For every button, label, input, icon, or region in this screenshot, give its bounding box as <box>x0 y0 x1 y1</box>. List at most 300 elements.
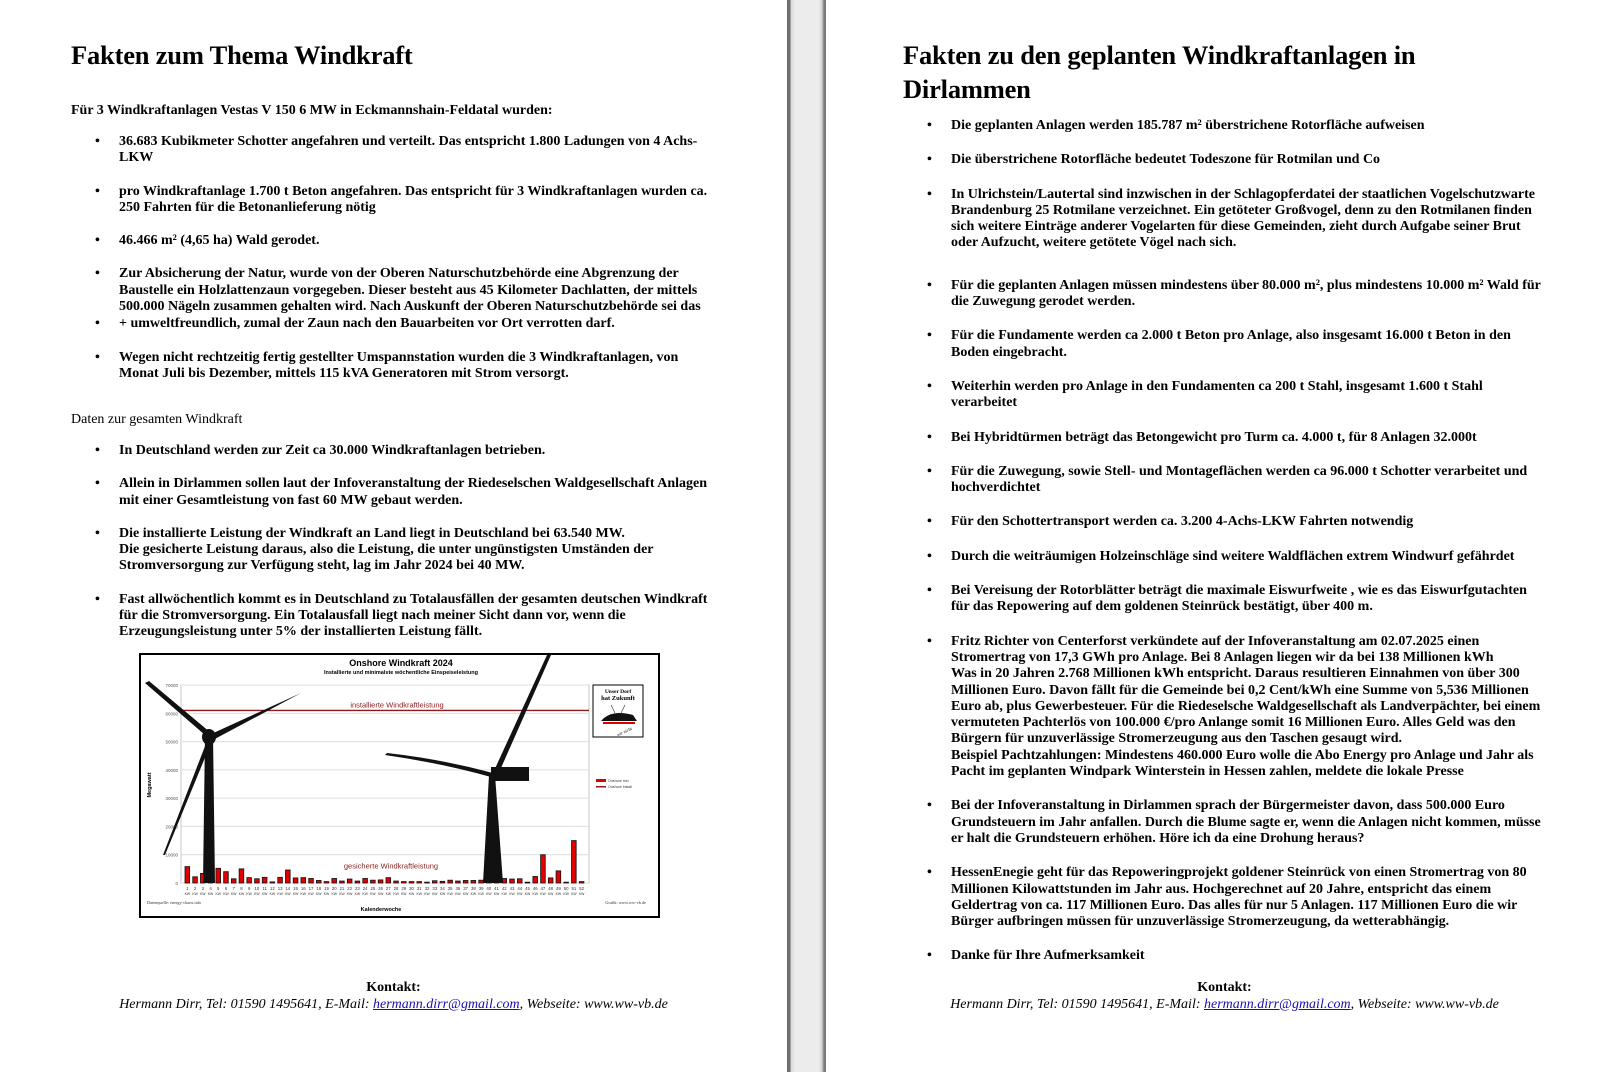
list-item-line: vermuteten Pachterlös von 100.000 €/pro Anlange somit 16 Millionen Euro. Alles Geld was den <box>951 715 1516 731</box>
title-line: Dirlammen <box>903 74 1031 104</box>
contact-info <box>0 997 787 1014</box>
x-tick-label: 45 <box>525 886 530 891</box>
x-tick-suffix: KW <box>478 892 484 896</box>
y-tick-label: 50000 <box>165 739 178 745</box>
bar <box>270 882 275 883</box>
x-tick-label: 2 <box>193 886 197 891</box>
bullet-icon: • <box>927 633 932 649</box>
bar <box>185 867 190 883</box>
bar <box>247 878 252 883</box>
list-item <box>71 184 751 217</box>
x-tick-label: 21 <box>339 886 345 891</box>
x-tick-suffix: KW <box>346 892 353 896</box>
list-item-line: Grundsteuern im Jahr anfallen. Durch die Blume sagte er, wenn die Anlagen nicht kommen, müsse <box>951 814 1541 830</box>
bullet-icon: • <box>927 865 932 881</box>
y-axis-label: Megawatt <box>147 772 153 798</box>
x-tick-suffix: KW <box>261 892 268 896</box>
x-tick-suffix: KW <box>486 892 492 896</box>
bar <box>239 869 244 883</box>
bar <box>479 880 484 883</box>
contact-suffix: , Webseite: www.ww-vb.de <box>519 996 668 1012</box>
list-item-line: Bürgern für unzuverlässige Stromerzeugung aus den Taschen gesaugt wird. <box>951 731 1403 747</box>
chart-svg <box>141 655 657 915</box>
x-tick-label: 30 <box>409 886 414 891</box>
data-source: Datenquelle: energy-charts.info <box>147 900 202 905</box>
email-link[interactable]: hermann.dirr@gmail.com <box>1204 996 1351 1012</box>
x-tick-label: 5 <box>217 886 220 891</box>
bar <box>572 841 577 883</box>
bullet-icon: • <box>95 476 100 492</box>
bullet-icon: • <box>927 548 932 564</box>
x-tick-suffix: KW <box>316 892 322 896</box>
x-tick-suffix: KW <box>439 892 446 896</box>
bullet-list-dirlammen <box>903 118 1603 965</box>
x-tick-suffix: KW <box>323 892 330 896</box>
bar <box>425 882 430 883</box>
list-item <box>903 152 1603 168</box>
bar <box>517 879 522 883</box>
list-item-line: Stromertrag von 17,3 GWh pro Anlage. Bei 8 Anlagen liegen wir da bei 138 Millionen kWh <box>951 649 1494 665</box>
x-tick-suffix: KW <box>571 892 577 896</box>
list-item <box>903 634 1603 781</box>
list-item <box>71 233 751 249</box>
bullet-icon: • <box>927 798 932 814</box>
x-tick-suffix: KW <box>192 892 198 896</box>
contact-block-left <box>0 980 787 1013</box>
y-tick-label: 70000 <box>165 683 178 688</box>
list-item <box>903 948 1603 964</box>
x-tick-label: 10 <box>254 886 260 891</box>
x-tick-suffix: KW <box>563 892 569 896</box>
list-item <box>903 514 1603 530</box>
bullet-icon: • <box>927 152 932 168</box>
list-item-line: Bei Hybridtürmen beträgt das Betongewicht pro Turm ca. 4.000 t, für 8 Anlagen 32.000t <box>951 429 1477 445</box>
bar <box>556 871 561 883</box>
list-item <box>71 526 751 575</box>
list-item-line: Bürger aufbringen müssen für unzuverlässige Stromerzeugung, da wetterabhängig. <box>951 914 1450 930</box>
bar <box>525 882 530 883</box>
x-tick-label: 51 <box>571 886 577 891</box>
list-item-line: Geldertrag von ca. 117 Millionen Euro. Das alles für nur 5 Anlagen. 117 Millionen Euro die wir <box>951 897 1518 913</box>
x-tick-label: 46 <box>532 886 538 891</box>
list-item-line: Die geplanten Anlagen werden 185.787 m² überstrichene Rotorfläche aufweisen <box>951 118 1425 133</box>
list-item-line: Stromversorgung zur Verfügung steht, lag im Jahr 2024 bei 40 MW. <box>119 558 525 574</box>
x-tick-label: 13 <box>277 886 283 891</box>
bullet-icon: • <box>95 233 100 249</box>
x-tick-suffix: KW <box>555 892 562 896</box>
x-tick-suffix: KW <box>524 892 531 896</box>
x-tick-label: 18 <box>316 886 322 891</box>
x-tick-suffix: KW <box>470 892 477 896</box>
contact-block-right <box>826 980 1623 1013</box>
contact-prefix: Hermann Dirr, Tel: 01590 1495641, E-Mail: <box>119 996 373 1012</box>
bar <box>355 881 360 883</box>
page-title-right <box>903 38 1415 106</box>
list-item <box>71 592 751 641</box>
list-item-line: 500.000 Nägeln zusammen gehalten wird. Nach Auskunft der Oberen Naturschutzbehörde sei das <box>119 299 701 315</box>
x-tick-label: 29 <box>401 886 407 891</box>
x-tick-suffix: KW <box>377 892 384 896</box>
list-item-line: In Deutschland werden zur Zeit ca 30.000 Windkraftanlagen betrieben. <box>119 443 546 458</box>
list-item-line: LKW <box>119 150 154 166</box>
bar <box>394 881 399 883</box>
list-item-line: Bei der Infoveranstaltung in Dirlammen sprach der Bürgermeister davon, dass 500.000 Euro <box>951 798 1505 814</box>
y-tick-label: 40000 <box>165 767 178 773</box>
bar <box>409 882 414 883</box>
bullet-icon: • <box>927 378 932 394</box>
logo-text: Unser Dorf <box>604 689 632 695</box>
x-tick-label: 40 <box>486 886 492 891</box>
bar <box>286 870 291 883</box>
list-item-line: sich weitere Einträge anderer Vogelarten für diese Gemeinden, zieht durch Aufgabe seiner Brut <box>951 219 1521 235</box>
bullet-list-facts <box>71 134 751 399</box>
chart-title: Onshore Windkraft 2024 <box>349 658 453 668</box>
list-item-line: Für den Schottertransport werden ca. 3.200 4-Achs-LKW Fahrten notwendig <box>951 514 1414 530</box>
bar <box>533 876 538 883</box>
contact-prefix: Hermann Dirr, Tel: 01590 1495641, E-Mail: <box>950 996 1204 1012</box>
list-item-line: oder Aufzucht, weitere getötete Vögel nach sich. <box>951 235 1237 251</box>
bullet-icon: • <box>95 591 100 607</box>
x-tick-label: 34 <box>440 886 445 891</box>
bar <box>378 880 383 883</box>
bar <box>316 880 321 883</box>
bullet-icon: • <box>95 134 100 149</box>
x-tick-label: 24 <box>362 886 368 891</box>
list-item-line: Monat Juli bis Dezember, mittels 115 kVA Generatoren mit Strom versorgt. <box>119 365 569 381</box>
bar <box>440 881 445 883</box>
x-tick-suffix: KW <box>447 892 453 896</box>
x-tick-label: 8 <box>240 886 243 891</box>
x-tick-label: 37 <box>463 886 469 891</box>
x-tick-label: 9 <box>247 886 251 891</box>
x-tick-label: 43 <box>509 886 515 891</box>
bar <box>432 881 437 883</box>
x-tick-suffix: KW <box>269 892 276 896</box>
bar <box>548 878 553 883</box>
bar <box>510 879 515 883</box>
list-item-line: hochverdichtet <box>951 480 1041 496</box>
plot-area <box>181 685 589 883</box>
x-tick-label: 44 <box>517 886 523 891</box>
x-tick-suffix: KW <box>238 892 245 896</box>
contact-info <box>826 997 1623 1014</box>
bar <box>278 877 283 883</box>
list-item-line: Wegen nicht rechtzeitig fertig gestellter Umspannstation wurden die 3 Windkraftanlagen, von <box>119 349 679 365</box>
list-item <box>903 583 1603 616</box>
list-item-line: Millionen Kilowattstunden im Jahr aus. Hochgerechnet auf 20 Jahre, entspricht das einem <box>951 881 1492 897</box>
x-tick-label: 41 <box>494 886 499 891</box>
annotation-secured: gesicherte Windkraftleistung <box>343 861 439 871</box>
x-tick-suffix: KW <box>354 892 361 896</box>
y-tick-label: 30000 <box>165 796 178 802</box>
y-tick-label: 20000 <box>165 824 178 830</box>
bullet-icon: • <box>95 443 100 458</box>
x-tick-suffix: KW <box>517 892 523 896</box>
list-item <box>903 798 1603 847</box>
list-item-line: Euro ab, plus Gewerbesteuer. Für die Riedeselsche Waldgesellschaft als Landverpächter, bei einem <box>951 698 1541 714</box>
list-item-line: mit einer Gesamtleistung von fast 60 MW gebaut werden. <box>119 492 463 508</box>
bullet-icon: • <box>927 429 932 445</box>
x-tick-label: 50 <box>563 886 569 891</box>
list-item-line: Für die Fundamente werden ca 2.000 t Beton pro Anlage, also insgesamt 16.000 t Beton in den <box>951 328 1511 344</box>
list-item-line: Allein in Dirlammen sollen laut der Infoveranstaltung der Riedeselschen Waldgesellschaft Anlagen <box>119 476 708 492</box>
page-title-left: Fakten zum Thema Windkraft <box>71 40 413 70</box>
list-item-line: Fast allwöchentlich kommt es in Deutschland zu Totalausfällen der gesamten deutschen Windkraft <box>119 591 708 607</box>
x-tick-label: 26 <box>378 886 383 891</box>
list-item <box>903 464 1603 497</box>
page-left <box>0 0 787 1072</box>
x-tick-suffix: KW <box>207 892 214 896</box>
list-item-line: HessenEnegie geht für das Repoweringprojekt goldener Steinrück von einen Stromertrag von 80 <box>951 865 1527 881</box>
list-item-line: Erzeugungsleistung unter 5% der installierten Leistung fällt. <box>119 624 483 640</box>
x-tick-label: 32 <box>424 886 430 891</box>
x-tick-suffix: KW <box>532 892 538 896</box>
list-item-line: Millionen Euro. Davon fällt für die Gemeinde bei 0,2 Cent/kWh eine Summe von 5,536 Millionen <box>951 682 1529 698</box>
x-tick-label: 31 <box>416 886 422 891</box>
x-tick-label: 15 <box>293 886 298 891</box>
x-tick-suffix: KW <box>230 892 237 896</box>
x-tick-suffix: KW <box>416 892 422 896</box>
x-tick-label: 49 <box>556 886 561 891</box>
bar <box>347 879 352 883</box>
bar <box>417 882 422 883</box>
list-item-line: Brandenburg 25 Rotmilane verzeichnet. Ein getöteter Großvogel, denn zu den Rotmilanen finden <box>951 202 1532 218</box>
x-tick-suffix: KW <box>277 892 283 896</box>
page-right <box>826 0 1623 1072</box>
x-tick-suffix: KW <box>540 892 546 896</box>
legend-swatch-min <box>596 779 606 782</box>
list-item-line: Die installierte Leistung der Windkraft an Land liegt in Deutschland bei 63.540 MW. <box>119 525 625 541</box>
bar <box>332 878 337 883</box>
list-item <box>71 266 751 315</box>
legend-label: Onshore install <box>608 785 632 789</box>
bar <box>456 881 461 883</box>
bar <box>541 855 546 883</box>
x-tick-label: 36 <box>455 886 461 891</box>
x-tick-label: 27 <box>385 886 391 891</box>
list-item <box>903 430 1603 446</box>
x-tick-suffix: KW <box>578 892 585 896</box>
x-tick-suffix: KW <box>200 892 206 896</box>
x-axis-label: Kalenderwoche <box>360 907 402 913</box>
x-tick-label: 48 <box>548 886 554 891</box>
x-tick-suffix: KW <box>493 892 500 896</box>
list-item <box>71 134 751 167</box>
bullet-icon: • <box>95 266 100 282</box>
x-tick-suffix: KW <box>223 892 229 896</box>
x-tick-label: 38 <box>470 886 476 891</box>
list-item <box>71 443 751 459</box>
bar <box>309 878 314 883</box>
bar <box>255 879 260 883</box>
bar <box>371 880 376 883</box>
x-tick-label: 14 <box>285 886 291 891</box>
bar <box>340 881 345 883</box>
bar <box>231 879 236 883</box>
bar <box>301 878 306 883</box>
logo-text: wir nicht <box>615 725 633 738</box>
x-tick-suffix: KW <box>184 892 191 896</box>
bullet-list-data <box>71 443 751 641</box>
list-item-line: Die gesicherte Leistung daraus, also die Leistung, die unter ungünstigsten Umständen der <box>119 542 654 558</box>
x-tick-suffix: KW <box>362 892 368 896</box>
bar <box>262 877 267 883</box>
x-tick-label: 4 <box>209 886 212 891</box>
contact-suffix: , Webseite: www.ww-vb.de <box>1350 996 1499 1012</box>
y-tick-label: 10000 <box>165 852 178 858</box>
x-tick-suffix: KW <box>300 892 307 896</box>
x-tick-label: 35 <box>447 886 453 891</box>
list-item <box>903 328 1603 361</box>
x-tick-suffix: KW <box>331 892 337 896</box>
bar <box>224 872 229 883</box>
list-item-line: 46.466 m² (4,65 ha) Wald gerodet. <box>119 233 320 249</box>
x-tick-suffix: KW <box>547 892 554 896</box>
wind-power-chart <box>139 653 660 918</box>
list-item <box>903 379 1603 412</box>
x-tick-suffix: KW <box>385 892 392 896</box>
bullet-icon: • <box>95 316 100 332</box>
x-tick-suffix: KW <box>393 892 399 896</box>
legend-label: Onshore min <box>608 779 629 783</box>
contact-heading: Kontakt: <box>1197 980 1252 995</box>
list-item-line: verarbeitet <box>951 395 1018 411</box>
list-item-line: für die Stromversorgung. Ein Totalausfall liegt nach meiner Sicht dann vor, wenn die <box>119 608 626 624</box>
list-item-line: + umweltfreundlich, zumal der Zaun nach den Bauarbeiten vor Ort verrotten darf. <box>119 316 615 332</box>
page-separator <box>787 0 826 1072</box>
bar <box>471 880 476 883</box>
list-item-line: für das Repowering auf dem goldenen Steinrück bestätigt, über 400 m. <box>951 599 1373 615</box>
bar <box>463 880 468 883</box>
list-item-line: Danke für Ihre Aufmerksamkeit <box>951 948 1145 964</box>
y-tick-label: 0 <box>175 881 178 886</box>
x-tick-suffix: KW <box>292 892 299 896</box>
legend-swatch-install <box>596 786 606 788</box>
list-item-line: die Zuwegung gerodet werden. <box>951 294 1136 310</box>
bullet-icon: • <box>95 349 100 365</box>
x-tick-label: 1 <box>186 886 189 891</box>
x-tick-suffix: KW <box>424 892 430 896</box>
list-item-line: Fritz Richter von Centerforst verkündete auf der Infoveranstaltung am 02.07.2025 einen <box>951 633 1480 649</box>
x-tick-label: 20 <box>331 886 337 891</box>
bullet-icon: • <box>927 328 932 344</box>
list-item-line: Durch die weiträumigen Holzeinschläge sind weitere Waldflächen extrem Windwurf gefährdet <box>951 548 1515 564</box>
email-link[interactable]: hermann.dirr@gmail.com <box>373 996 520 1012</box>
x-tick-label: 12 <box>269 886 275 891</box>
list-item-line: Pacht im geplanten Windpark Winterstein in Hessen zahlen, meldete die lokale Presse <box>951 764 1464 780</box>
x-tick-label: 19 <box>324 886 329 891</box>
bar <box>401 882 406 883</box>
bar <box>193 877 198 883</box>
x-tick-suffix: KW <box>308 892 314 896</box>
bullet-icon: • <box>927 948 932 964</box>
y-tick-label: 60000 <box>165 711 178 717</box>
x-tick-suffix: KW <box>370 892 376 896</box>
list-item <box>903 187 1603 252</box>
annotation-installed: installierte Windkraftleistung <box>350 700 444 710</box>
x-tick-suffix: KW <box>285 892 291 896</box>
list-item <box>903 118 1603 134</box>
x-tick-suffix: KW <box>215 892 221 896</box>
x-tick-label: 16 <box>300 886 306 891</box>
list-item-line: Für die Zuwegung, sowie Stell- und Montageflächen werden ca 96.000 t Schotter verarbeitet und <box>951 463 1528 479</box>
list-item-line: Die überstrichene Rotorfläche bedeutet Todeszone für Rotmilan und Co <box>951 152 1381 168</box>
x-tick-suffix: KW <box>501 892 508 896</box>
list-item-line: Bei Vereisung der Rotorblätter beträgt die maximale Eiswurfweite , wie es das Eiswurfgutachten <box>951 583 1527 599</box>
x-tick-label: 22 <box>347 886 353 891</box>
x-tick-suffix: KW <box>246 892 252 896</box>
x-tick-suffix: KW <box>431 892 438 896</box>
bullet-icon: • <box>927 514 932 530</box>
x-tick-label: 28 <box>393 886 399 891</box>
bar <box>216 868 221 883</box>
x-tick-label: 52 <box>579 886 584 891</box>
list-item-line: 250 Fahrten für die Betonanlieferung nötig <box>119 199 376 215</box>
x-tick-label: 33 <box>432 886 438 891</box>
x-tick-label: 7 <box>232 886 235 891</box>
bullet-icon: • <box>927 277 932 293</box>
x-tick-label: 25 <box>370 886 376 891</box>
list-item-line: er halt die Grundsteuern erhöhen. Höre ich da eine Drohung heraus? <box>951 830 1365 846</box>
title-line: Fakten zu den geplanten Windkraftanlagen in <box>903 40 1416 70</box>
list-item-line: Was in 20 Jahren 2.768 Millionen kWh entspricht. Daraus resultieren Einnahmen von über 300 <box>951 666 1520 682</box>
list-item <box>903 865 1603 930</box>
list-item-line: pro Windkraftanlage 1.700 t Beton angefahren. Das entspricht für 3 Windkraftanlagen wurden ca. <box>119 183 708 199</box>
list-item <box>903 278 1603 311</box>
bullet-icon: • <box>95 183 100 199</box>
bullet-icon: • <box>927 118 932 133</box>
x-tick-label: 3 <box>201 886 204 891</box>
logo-text: hat Zukunft <box>601 695 635 702</box>
x-tick-suffix: KW <box>455 892 461 896</box>
bullet-icon: • <box>95 525 100 541</box>
list-item-line: 36.683 Kubikmeter Schotter angefahren und verteilt. Das entspricht 1.800 Ladungen von 4 Achs- <box>119 134 698 149</box>
list-item-line: Zur Absicherung der Natur, wurde von der Oberen Naturschutzbehörde eine Abgrenzung der <box>119 266 679 282</box>
x-tick-label: 39 <box>478 886 484 891</box>
x-tick-label: 42 <box>501 886 507 891</box>
x-tick-label: 11 <box>262 886 267 891</box>
x-tick-suffix: KW <box>254 892 260 896</box>
bar <box>324 882 329 883</box>
list-item-line: Baustelle ein Holzlattenzaun vorgegeben. Dieser besteht aus 45 Kilometer Dachlatten, der mittels <box>119 282 698 298</box>
x-tick-suffix: KW <box>408 892 415 896</box>
bar <box>448 880 453 883</box>
x-tick-label: 47 <box>540 886 546 891</box>
section-heading: Daten zur gesamten Windkraft <box>71 412 243 427</box>
chart-subtitle: Installierte und minimalste wöchentliche Einspeiseleistung <box>323 670 479 676</box>
list-item-line: Für die geplanten Anlagen müssen mindestens über 80.000 m², plus mindestens 10.000 m² Wald für <box>951 277 1541 293</box>
x-tick-label: 23 <box>355 886 360 891</box>
list-item-line: Boden eingebracht. <box>951 344 1067 360</box>
bar <box>386 878 391 883</box>
x-tick-suffix: KW <box>401 892 407 896</box>
list-item <box>71 476 751 509</box>
list-item <box>71 350 751 383</box>
x-tick-label: 6 <box>224 886 228 891</box>
list-item <box>903 549 1603 565</box>
x-tick-suffix: KW <box>462 892 469 896</box>
contact-heading: Kontakt: <box>366 980 421 995</box>
bullet-icon: • <box>927 583 932 599</box>
bar <box>293 878 298 883</box>
list-item-line: Beispiel Pachtzahlungen: Mindestens 460.000 Euro wolle die Abo Energy pro Anlage und Jahr als <box>951 747 1534 763</box>
bar <box>564 882 569 883</box>
bar <box>363 878 368 883</box>
x-tick-suffix: KW <box>339 892 345 896</box>
x-tick-suffix: KW <box>509 892 515 896</box>
bullet-icon: • <box>927 186 932 202</box>
lead-text: Für 3 Windkraftanlagen Vestas V 150 6 MW in Eckmannshain-Feldatal wurden: <box>71 103 553 118</box>
